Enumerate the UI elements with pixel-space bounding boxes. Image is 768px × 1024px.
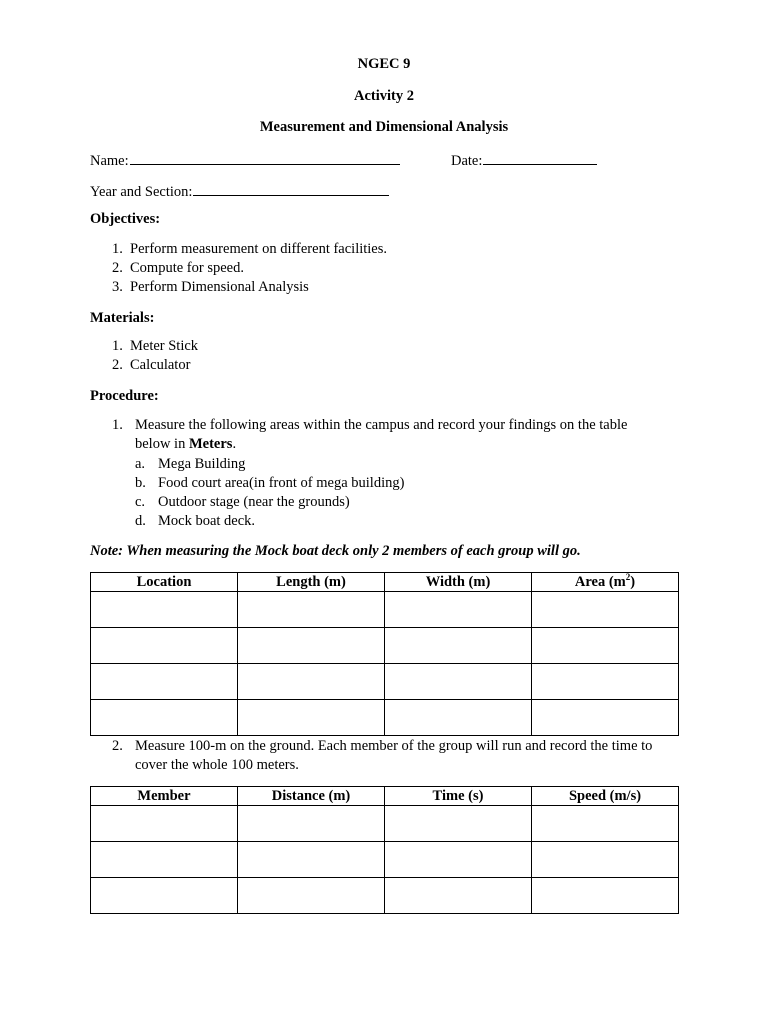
procedure-step-1: 1. Measure the following areas within the campus and record your findings on the table [112,417,628,433]
speed-header: Speed (m/s) [532,787,679,806]
table-cell[interactable] [238,842,385,878]
date-label: Date: [451,153,483,169]
table-row [91,878,679,914]
table-cell[interactable] [91,628,238,664]
table-header-row [91,787,679,806]
table-cell[interactable] [238,628,385,664]
table-cell[interactable] [238,806,385,842]
objectives-heading: Objectives: [90,211,161,227]
procedure-step-2: 2. Measure 100-m on the ground. Each member of the group will run and record the time to [112,738,653,754]
table-cell[interactable] [91,664,238,700]
table-row [91,806,679,842]
name-blank-line[interactable] [130,150,400,165]
meters-emphasis: Meters [188,436,233,452]
table-row [91,664,679,700]
table-cell[interactable] [532,806,679,842]
materials-heading: Materials: [90,310,155,326]
table-cell[interactable] [532,664,679,700]
table-header-row [91,573,679,592]
date-field[interactable] [451,150,597,170]
activity-title: Measurement and Dimensional Analysis [259,119,509,135]
objective-item: 2. Compute for speed. [112,260,244,276]
year-section-label: Year and Section: [90,184,193,200]
objective-text: Compute for speed. [130,260,244,276]
procedure-step-2-continued: cover the whole 100 meters. [135,757,299,773]
member-header: Member [91,787,238,806]
table-cell[interactable] [532,878,679,914]
procedure-heading: Procedure: [90,388,159,404]
activity-number: Activity 2 [354,88,414,104]
table-row [91,592,679,628]
material-item: 2. Calculator [112,357,191,373]
table-cell[interactable] [385,806,532,842]
material-item: 1. Meter Stick [112,338,199,354]
distance-header: Distance (m) [238,787,385,806]
table-cell[interactable] [91,806,238,842]
step2-line1: Measure 100-m on the ground. Each member of the group will run and record the time to [135,738,653,754]
location-item: d. Mock boat deck. [135,513,256,529]
table-cell[interactable] [385,628,532,664]
table-row [91,842,679,878]
material-text: Calculator [130,357,191,373]
table-cell[interactable] [532,592,679,628]
name-label: Name: [90,153,129,169]
table-cell[interactable] [532,700,679,736]
course-code: NGEC 9 [357,56,411,72]
table-cell[interactable] [532,628,679,664]
year-section-blank-line[interactable] [193,181,389,196]
table-cell[interactable] [91,878,238,914]
location-item: c. Outdoor stage (near the grounds) [135,494,350,510]
material-text: Meter Stick [130,338,199,354]
table-cell[interactable] [91,700,238,736]
note-text: Note: When measuring the Mock boat deck only 2 members of each group will go. [90,543,581,559]
area-measurement-table [90,572,679,736]
year-section-field[interactable] [90,181,389,201]
location-item: b. Food court area(in front of mega building) [135,475,405,491]
table-cell[interactable] [385,878,532,914]
table-cell[interactable] [385,592,532,628]
table-cell[interactable] [385,700,532,736]
objective-text: Perform measurement on different facilities. [130,241,388,257]
table-row [91,700,679,736]
name-field[interactable] [90,150,400,170]
speed-measurement-table [90,786,679,914]
objective-text: Perform Dimensional Analysis [130,279,309,295]
procedure-step-1-continued: below in Meters. [135,436,237,452]
area-header: Area $(m^2)$ [532,573,679,592]
table-cell[interactable] [385,842,532,878]
location-header: Location [91,573,238,592]
length-header: Length (m) [238,573,385,592]
table-cell[interactable] [532,842,679,878]
table-cell[interactable] [238,664,385,700]
table-cell[interactable] [238,878,385,914]
table-cell[interactable] [91,592,238,628]
location-item: a. Mega Building [135,456,246,472]
table-row [91,628,679,664]
table-cell[interactable] [385,664,532,700]
table-cell[interactable] [238,700,385,736]
objective-item: 3. Perform Dimensional Analysis [112,279,309,295]
width-header: Width (m) [385,573,532,592]
table-cell[interactable] [91,842,238,878]
table-cell[interactable] [238,592,385,628]
time-header: Time (s) [385,787,532,806]
objective-item: 1. Perform measurement on different facilities. [112,241,388,257]
step1-line1: Measure the following areas within the campus and record your findings on the table [135,417,628,433]
date-blank-line[interactable] [483,150,597,165]
